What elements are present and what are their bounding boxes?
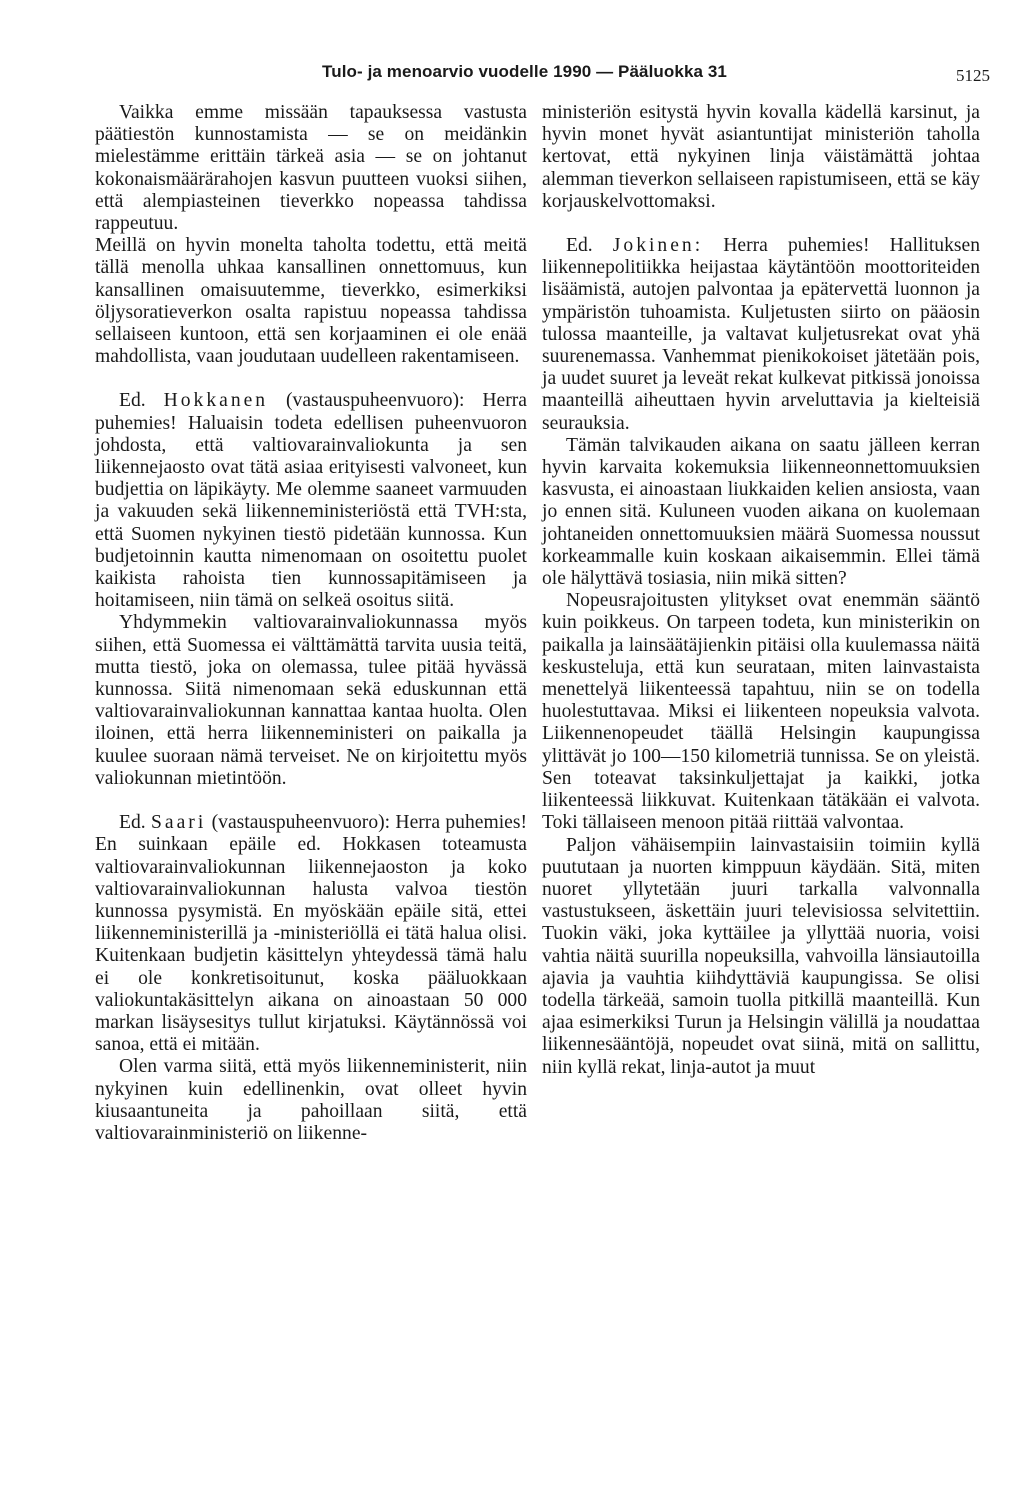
right-column [542, 102, 980, 1079]
speech-text: Herra puhemies! Hallituksen liikennepolitiikka heijastaa käytäntöön moottoriteiden lisäämistä, autojen palvontaa ja epätervettä luonnon ja ympäristön tuhoamista. Kuljetusten siirto on pääosin tulossa maanteille, ja valtavat kuljetusrekat ovat yhä suurenemassa. Vanhemmat pienikokoiset jätetään pois, ja uudet suuret ja leveät rekat kulkevat pitkissä jonoissa maanteillä aiheuttaen hyvin arveluttavia ja kielteisiä seurauksia. [542, 235, 980, 434]
paragraph: Nopeusrajoitusten ylitykset ovat enemmän sääntö kuin poikkeus. On tarpeen todeta, kun ministerikin on paikalla ja lainsäätäjienkin pitäisi olla kuulemassa näitä keskusteluja, että kun seurataan, miten lainvastaista menettelyä liikenteessä tapahtuu, niin se on todella huolestuttavaa. Miksi ei liikenteen nopeuksia valvota. Liikennenopeudet täällä Helsingin kaupungissa ylittävät jo 100—150 kilometriä tunnissa. Se on yleistä. Sen toteavat taksinkuljettajat ja kaikki, jotka liikenteessä liikkuvat. Kuitenkaan tätäkään ei valvota. Toki tällaiseen menoon pitää riittää valvontaa. [542, 590, 980, 834]
page-header [322, 62, 990, 92]
speech-text: (vastauspuheenvuoro): Herra puhemies! Haluaisin todeta edellisen puheenvuoron johdosta, että valtiovarainvaliokunta ja sen liikennejaosto ovat tätä asiaa erityisesti valvoneet, kun budjettia on läpikäyty. Me olemme saaneet varmuuden ja vakuuden sekä liikenneministeriöstä että TVH:sta, että Suomen nykyinen tiestö pidetään kunnossa. Kun budjetoinnin kautta nimenomaan on osoitettu puolet kaikista rahoista tien kunnossapitämiseen ja hoitamiseen, niin tämä on selkeä osoitus siitä. [95, 390, 527, 612]
paragraph: Meillä on hyvin monelta taholta todettu, että meitä tällä menolla uhkaa kansallinen onnettomuus, kun kansallinen omaisuutemme, tieverkko, esimerkiksi öljysoratieverkon osalta rapistuu nopeassa tahdissa sellaiseen kuntoon, että sen korjaaminen ei ole enää mahdollista, vaan joudutaan uudelleen rakentamiseen. [95, 235, 527, 368]
paragraph: Yhdymmekin valtiovarainvaliokunnassa myös siihen, että Suomessa ei välttämättä tarvita uusia teitä, mutta tiestö, joka on olemassa, tulee pitää hyvässä kunnossa. Siitä nimenomaan sekä eduskunnan että valtiovarainvaliokunnan kannattaa kantaa huolta. Olen iloinen, että herra liikenneministeri on paikalla ja kuulee suoraan nämä terveiset. Ne on kirjoitettu myös valiokunnan mietintöön. [95, 612, 527, 789]
speaker-name: Saari [151, 812, 207, 834]
speaker-prefix: Ed. [566, 235, 593, 257]
running-title: Tulo- ja menoarvio vuodelle 1990 — Pääluokka 31 [322, 62, 727, 81]
speaker-paragraph [95, 812, 527, 1056]
speaker-paragraph [542, 235, 980, 435]
paragraph: Vaikka emme missään tapauksessa vastusta päätiestön kunnostamista — se on meidänkin mielestämme erittäin tärkeä asia — se on johtanut kokonaismäärärahojen kasvun puutteen vuoksi siihen, että alempiasteinen tieverkko nopeassa tahdissa rappeutuu. [95, 102, 527, 235]
speaker-name: Hokkanen [163, 390, 269, 412]
speaker-paragraph [95, 390, 527, 612]
paragraph: Tämän talvikauden aikana on saatu jälleen kerran hyvin karvaita kokemuksia liikenneonnettomuuksien kasvusta, ei ainoastaan liukkaiden kelien ansiosta, vaan jo ennen sitä. Kuluneen vuoden aikana on kuolemaan johtaneiden onnettomuuksien määrä Suomessa noussut korkeammalle kuin koskaan aikaisemmin. Ellei tämä ole hälyttävä tosiasia, niin mikä sitten? [542, 434, 980, 590]
paragraph: ministeriön esitystä hyvin kovalla kädellä karsinut, ja hyvin monet hyvät asiantuntijat ministeriön taholla kertovat, että nykyinen linja väistämättä johtaa alemman tieverkon sellaiseen rapistumiseen, että se käy korjauskelvottomaksi. [542, 102, 980, 212]
speaker-prefix: Ed. [119, 812, 146, 834]
left-column [95, 102, 527, 1145]
paragraph: Olen varma siitä, että myös liikenneministerit, niin nykyinen kuin edellinenkin, ovat olleet hyvin kiusaantuneita ja pahoillaan siitä, että valtiovarainministeriö on liikenne- [95, 1056, 527, 1144]
page-number: 5125 [956, 66, 990, 85]
speaker-name: Jokinen: [612, 235, 704, 257]
paragraph: Paljon vähäisempiin lainvastaisiin toimiin kyllä puututaan ja nuorten kimppuun käydään. Sitä, miten nuoret yllytetään juuri tarkalla valvonnalla vastustukseen, äskettäin juuri televisiossa selvitettiin. Tuokin väki, joka kyttäilee ja yllyttää nuoria, voisi vahtia näitä suurilla nopeuksilla, vahvoilla länsiautoilla ajavia ja vauhtia kiihdyttäviä kaupungissa. Se olisi todella tärkeää, samoin tuolla pitkillä maanteillä. Kun ajaa esimerkiksi Turun ja Helsingin välillä ja noudattaa liikennesääntöjä, nopeudet ovat siinä, mitä on sallittu, niin kyllä rekat, linja-autot ja muut [542, 834, 980, 1078]
speech-text: (vastauspuheenvuoro): Herra puhemies! En suinkaan epäile ed. Hokkasen toteamusta valtiovarainvaliokunnan liikennejaoston ja koko valtiovarainvaliokunnan halusta valvoa tiestön kunnossa pysymistä. En myöskään epäile sitä, ettei liikenneministerillä ja -ministeriöllä ei tätä halua olisi. Kuitenkaan budjetin käsittelyn yhteydessä tämä halu ei ole konkretisoitunut, koska pääluokkaan valiokuntakäsittelyn aikana on ainoastaan 50 000 markan lisäysesitys tullut kirjatuksi. Käytännössä voi sanoa, että ei mitään. [95, 812, 527, 1056]
speaker-prefix: Ed. [119, 390, 146, 412]
